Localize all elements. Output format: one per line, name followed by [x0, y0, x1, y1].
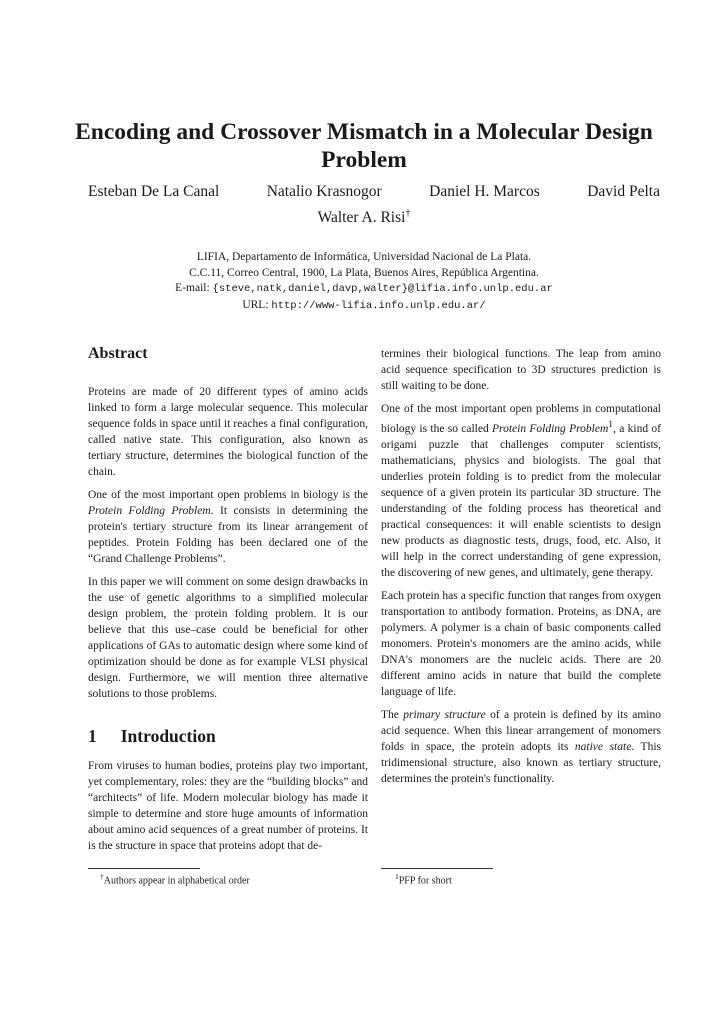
body-paragraph: termines their biological functions. The leap from amino acid sequence specification to 3D structures prediction is still waiting to be done. — [381, 348, 661, 392]
emphasis: Protein Folding Problem — [492, 422, 609, 435]
email-line — [60, 281, 668, 298]
affiliation-line: C.C.11, Correo Central, 1900, La Plata, Buenos Aires, República Argentina. — [189, 266, 539, 279]
left-column — [88, 344, 368, 861]
body-paragraph: The primary structure of a protein is defined by its amino acid sequence. When this linear arrangement of monomers folds in space, the protein adopts its native state. This tridimensional structure, also known as tertiary structure, determines the protein's functionality. — [381, 708, 661, 785]
author-name: Esteban De La Canal — [88, 183, 220, 200]
author-list — [88, 183, 660, 203]
dagger-mark: † — [405, 208, 411, 219]
section-number: 1 — [88, 726, 97, 746]
author-name: Daniel H. Marcos — [429, 183, 540, 200]
footnote: $^1$PFP for short — [395, 872, 452, 887]
abstract-paragraph: In this paper we will comment on some design drawbacks in the use of genetic algorithms to a simplified molecular design problem, the protein folding problem. It is our believe that this use–case could be beneficial for other applications of GAs to automatic design where some kind of optimization should be done as for example VLSI physical design. Furthermore, we will mention three alternative solutions to those problems. — [88, 576, 368, 700]
paper-title: Encoding and Crossover Mismatch in a Molecular Design Problem — [75, 119, 653, 173]
affiliation — [60, 250, 668, 314]
affiliation-line: LIFIA, Departamento de Informática, Universidad Nacional de La Plata. — [196, 251, 532, 263]
footnote-ref: 1 — [608, 419, 614, 430]
footnote-mark: † — [100, 872, 104, 881]
abstract-heading: Abstract — [88, 345, 148, 362]
emphasis: Protein Folding Problem — [88, 505, 211, 517]
section-heading — [88, 728, 368, 744]
email-label: E-mail: — [175, 282, 210, 294]
email-address[interactable]: {steve,natk,daniel,davp,walter}@lifia.info.unlp.edu.ar — [212, 283, 553, 295]
footnote-mark: 1 — [395, 872, 399, 881]
url-label: URL: — [242, 298, 269, 311]
author-name: Walter A. Risi — [317, 209, 406, 227]
author-name: David Pelta — [587, 183, 660, 200]
url-link[interactable]: http://www-lifia.info.unlp.edu.ar/ — [271, 299, 486, 312]
abstract-paragraph: One of the most important open problems in biology is the Protein Folding Problem. It consists in determining the protein's tertiary structure from its linear arrangement of peptides. Protein Folding has been declared one of the “Grand Challenge Problems”. — [88, 489, 368, 565]
author-line-2 — [60, 208, 668, 227]
author-name: Natalio Krasnogor — [266, 183, 382, 200]
body-paragraph: One of the most important open problems in computational biology is the so called Protein Folding Problem$^1$, a kind of origami puzzle that challenges computer scientists, mathematicians, physics and biologists. The goal that underlies protein folding is to predict from the molecular sequence of a given protein its particular 3D structure. The understanding of the folding process has theoretical and practical consequences: it will enable scientists to design new products as diagnostic tests, drugs, food, etc. Also, it will help in the correct understanding of gene expression, the discovering of new genes, and ultimately, gene therapy. — [381, 403, 661, 579]
body-paragraph: From viruses to human bodies, proteins play two important, yet complementary, roles: they are the “building blocks” and “architects” of life. Modern molecular biology has made it simple to determine and store huge amounts of information about amino acid sequences of a great number of proteins. It is the structure in space that proteins adopt that de- — [88, 760, 368, 852]
emphasis: native state — [574, 740, 632, 753]
section-title: Introduction — [120, 726, 216, 746]
footnote-rule — [88, 868, 200, 869]
abstract-paragraph: Proteins are made of 20 different types of amino acids linked to form a large molecular sequence. This molecular sequence folds in space until it reaches a final configuration, called native state. This configuration, also known as tertiary structure, determines the biological function of the chain. — [88, 386, 368, 478]
url-line — [60, 298, 668, 315]
body-paragraph: Each protein has a specific function that ranges from oxygen transportation to antibody formation. Proteins, as DNA, are polymers. A polymer is a chain of basic components called monomers. Protein's monomers are the amino acids, while DNA's monomers are the nucleic acids. There are 20 different amino acids in nature that build the complete language of life. — [381, 589, 661, 698]
right-column — [381, 346, 661, 794]
footnote-rule — [381, 868, 493, 869]
emphasis: primary structure — [403, 708, 486, 721]
footnote: †Authors appear in alphabetical order — [100, 872, 250, 887]
